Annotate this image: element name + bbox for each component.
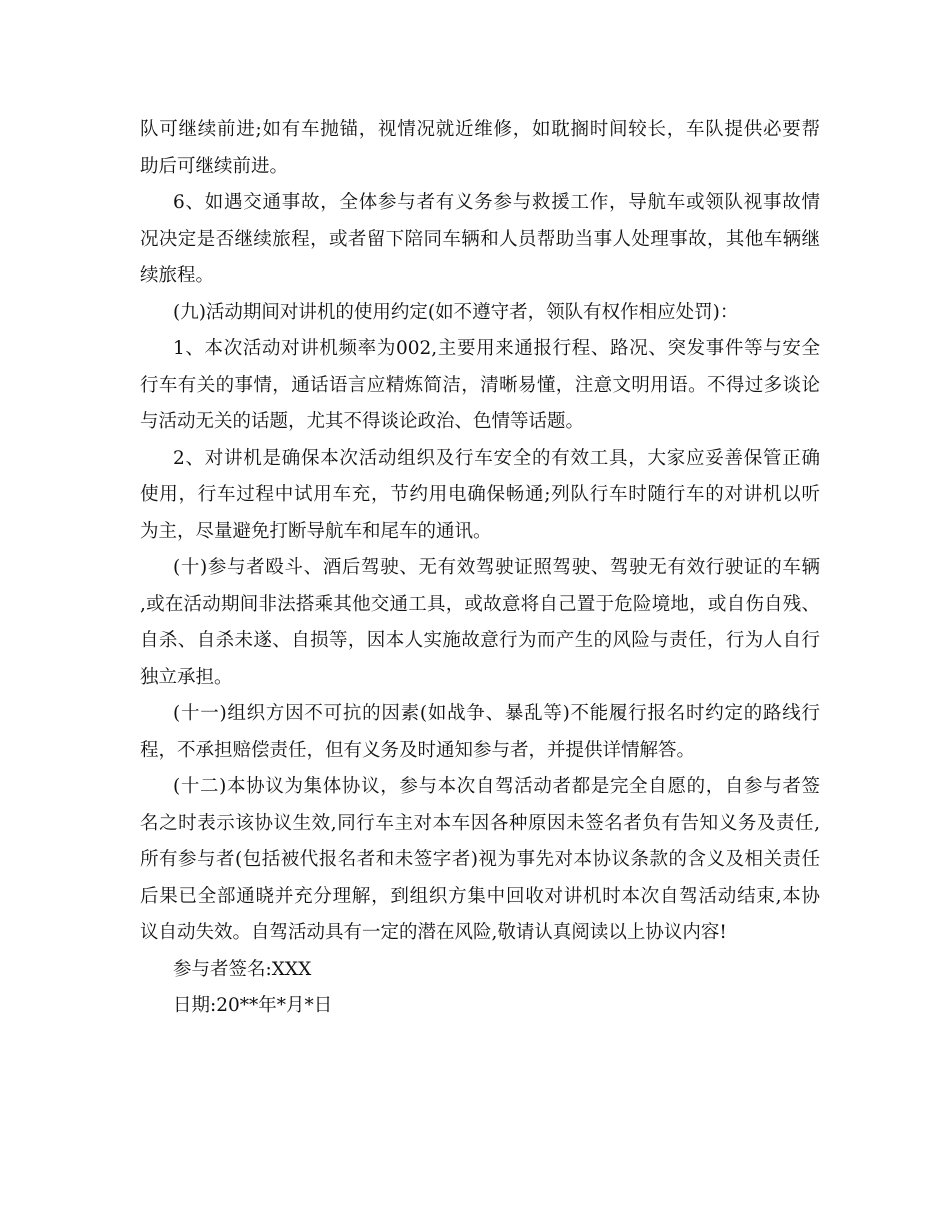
- text-line: 与活动无关的话题，尤其不得谈论政治、色情等话题。: [140, 411, 585, 432]
- text-line: (十二)本协议为集体协议，参与本次自驾活动者都是完全自愿的，自参与者签: [173, 776, 820, 797]
- text-line: 队可继续前进;如有车抛锚，视情况就近维修，如耽搁时间较长，车队提供必要帮: [140, 119, 820, 140]
- text-line: 日期:20**年*月*日: [173, 995, 333, 1016]
- text-line: 后果已全部通晓并充分理解，到组织方集中回收对讲机时本次自驾活动结束,本协: [140, 885, 820, 907]
- text-line: ,或在活动期间非法搭乘其他交通工具，或故意将自己置于危险境地，或自伤自残、: [140, 593, 820, 615]
- text-line: 自杀、自杀未遂、自损等，因本人实施故意行为而产生的风险与责任，行为人自行: [140, 630, 820, 651]
- text-line: 参与者签名:XXX: [173, 958, 312, 980]
- text-line: 行车有关的事情，通话语言应精炼简洁，清晰易懂，注意文明用语。不得过多谈论: [140, 374, 820, 396]
- text-line: (十)参与者殴斗、酒后驾驶、无有效驾驶证照驾驶、驾驶无有效行驶证的车辆: [173, 557, 820, 578]
- text-line: 名之时表示该协议生效,同行车主对本车因各种原因未签名者负有告知义务及责任,: [140, 812, 820, 834]
- text-line: 议自动失效。自驾活动具有一定的潜在风险,敬请认真阅读以上协议内容!: [140, 922, 727, 943]
- text-line: 所有参与者(包括被代报名者和未签字者)视为事先对本协议条款的含义及相关责任: [140, 849, 820, 870]
- text-line: 使用，行车过程中试用车充，节约用电确保畅通;列队行车时随行车的对讲机以听: [140, 484, 820, 505]
- text-line: 况决定是否继续旅程，或者留下陪同车辆和人员帮助当事人处理事故，其他车辆继: [140, 228, 820, 250]
- text-line: (九)活动期间对讲机的使用约定(如不遵守者，领队有权作相应处罚)：: [173, 301, 739, 323]
- text-line: 助后可继续前进。: [140, 155, 289, 177]
- text-line: 独立承担。: [140, 666, 233, 688]
- text-line: 为主，尽量避免打断导航车和尾车的通讯。: [140, 520, 492, 542]
- text-line: 2、对讲机是确保本次活动组织及行车安全的有效工具，大家应妥善保管正确: [173, 447, 820, 469]
- text-line: 1、本次活动对讲机频率为002,主要用来通报行程、路况、突发事件等与安全: [173, 338, 820, 359]
- text-line: 6、如遇交通事故，全体参与者有义务参与救援工作，导航车或领队视事故情: [173, 192, 820, 213]
- text-line: 程，不承担赔偿责任，但有义务及时通知参与者，并提供详情解答。: [140, 739, 696, 761]
- text-line: (十一)组织方因不可抗的因素(如战争、暴乱等)不能履行报名时约定的路线行: [173, 703, 820, 724]
- text-line: 续旅程。: [140, 265, 215, 286]
- document-body: [140, 112, 820, 1025]
